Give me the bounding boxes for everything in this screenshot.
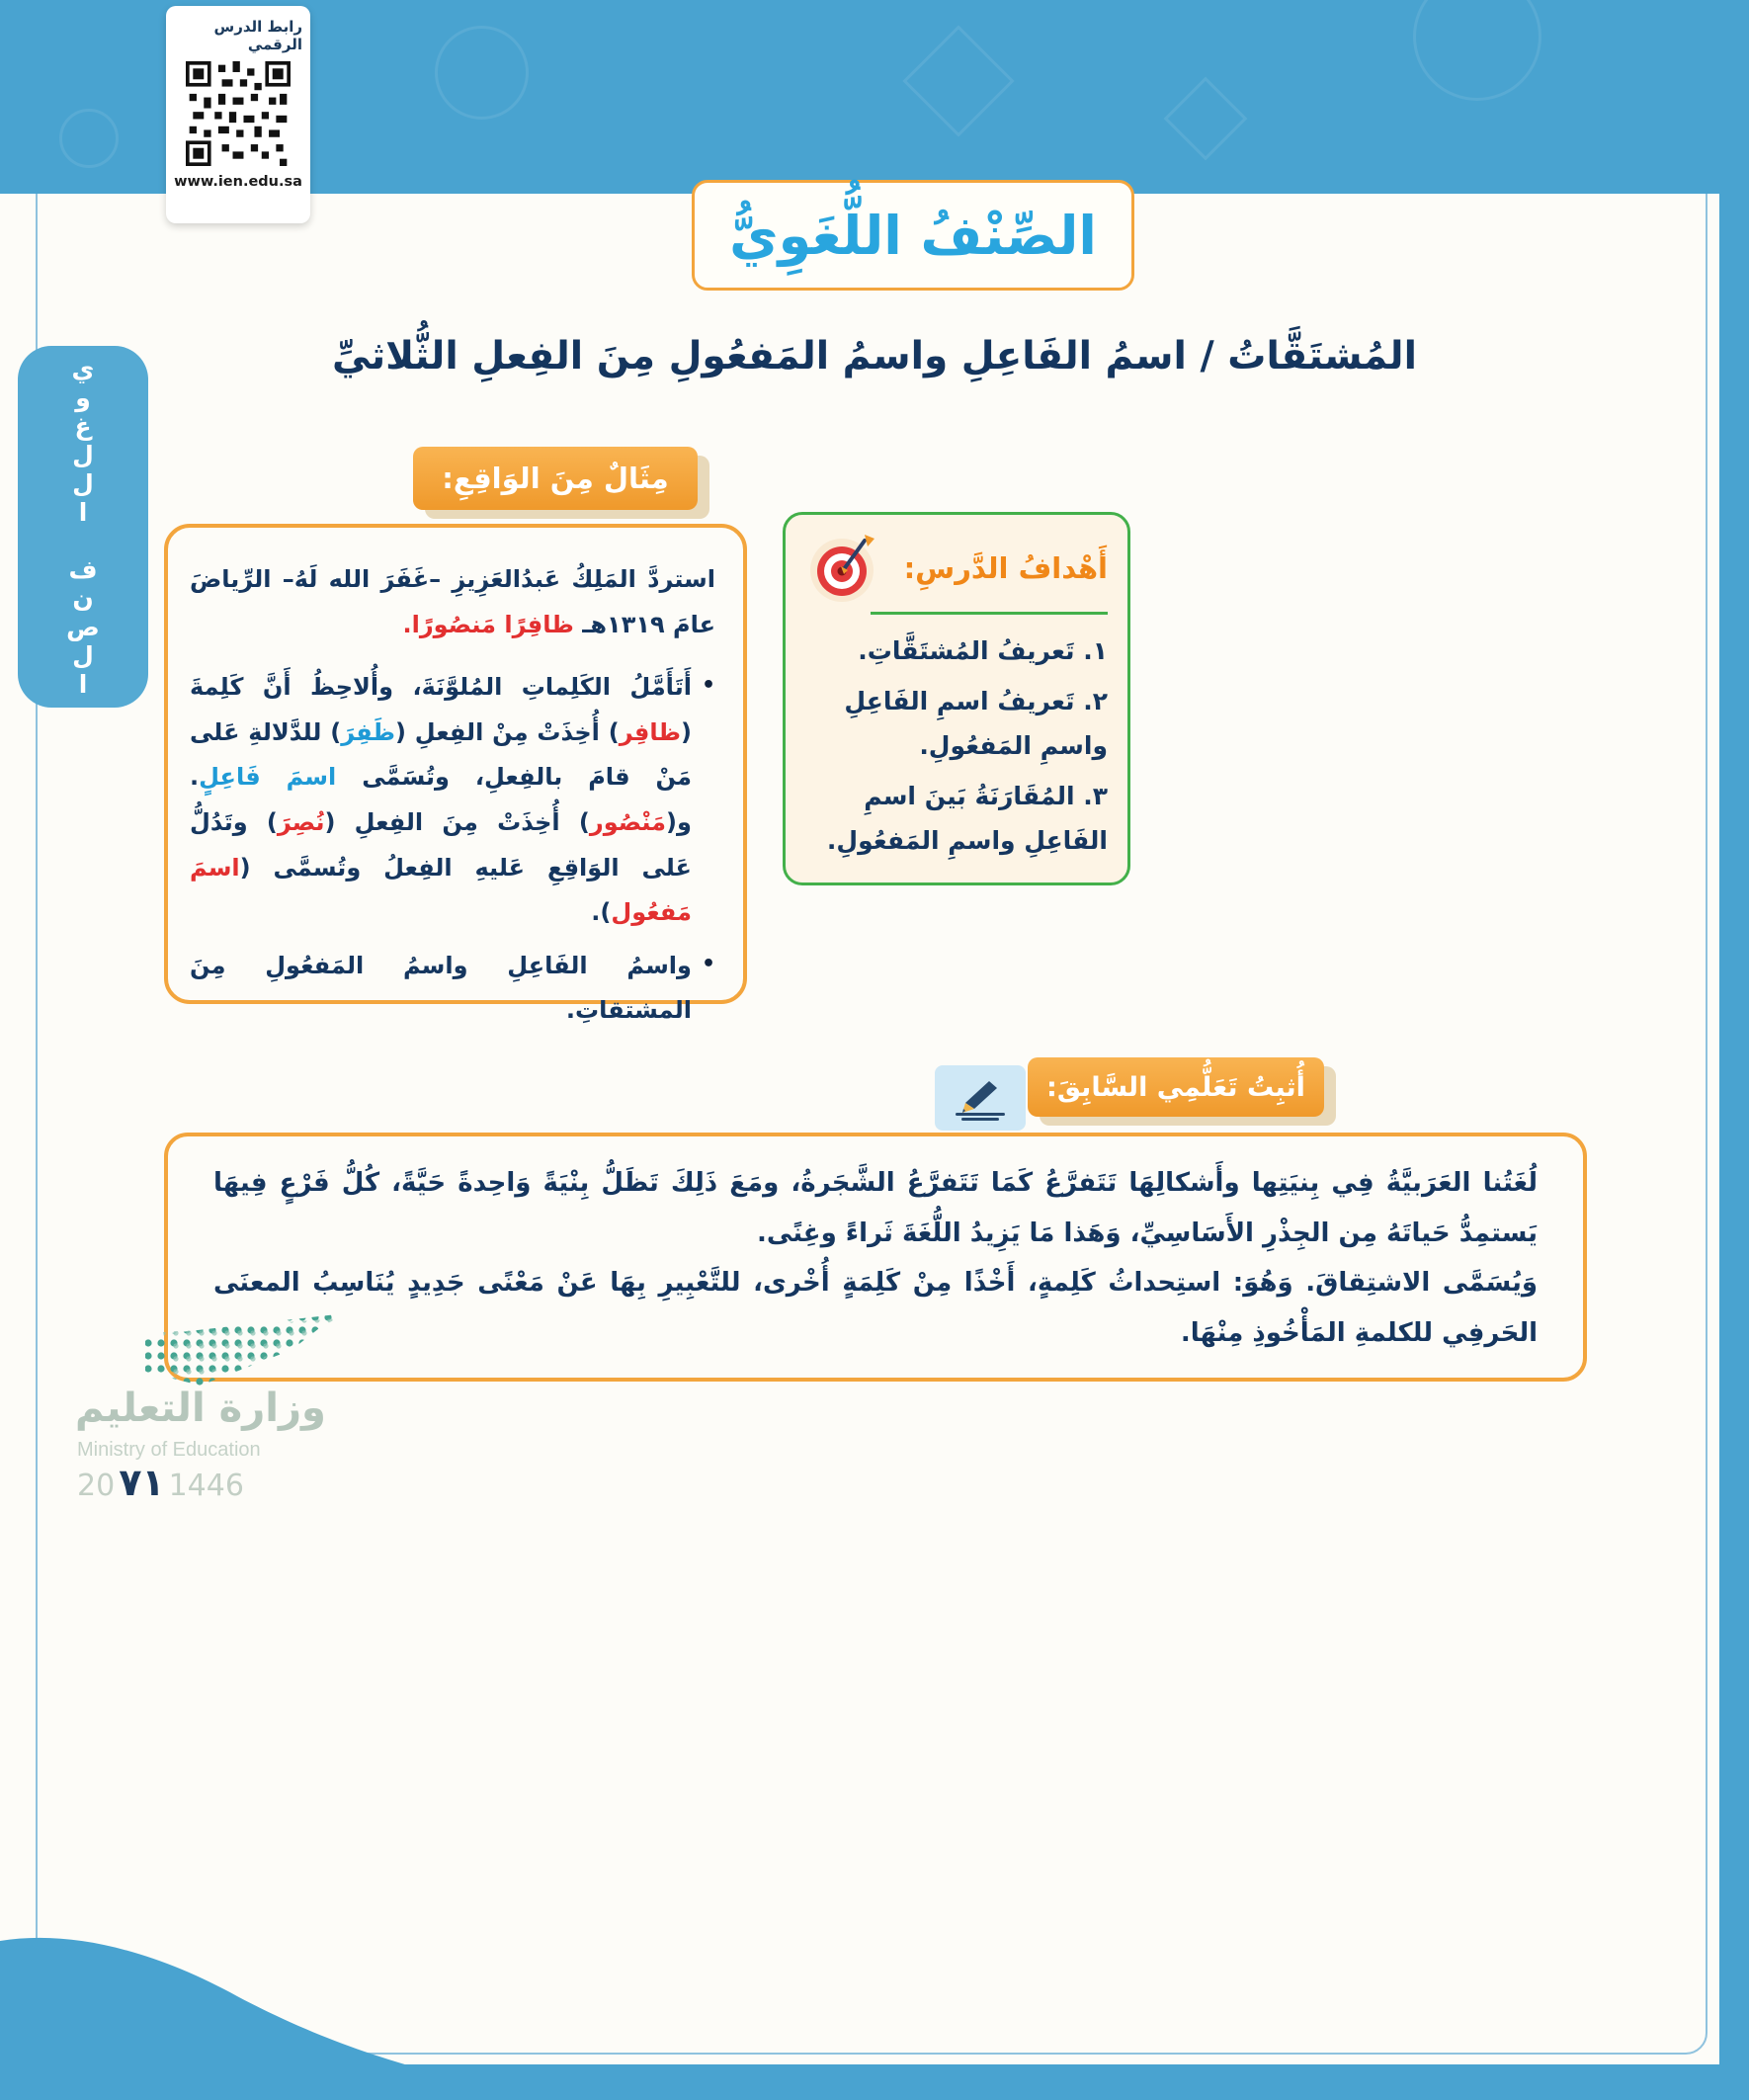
page-frame-border: [36, 14, 1707, 2055]
ministry-name-english: Ministry of Education: [77, 1439, 261, 1461]
goals-header: [805, 531, 1108, 606]
ministry-logo-dots: [143, 1312, 341, 1389]
qr-card-url: www.ien.edu.sa: [174, 174, 302, 190]
side-tab-label: الصنف اللغوي: [68, 355, 98, 699]
year-hijri: 1446: [168, 1469, 244, 1503]
bullet-icon: •: [701, 673, 715, 699]
year-gregorian: 20: [77, 1469, 116, 1503]
qr-card: [166, 6, 310, 223]
goal-item-2: ٢. تَعريفُ اسمِ الفَاعِلِ واسمِ المَفعُولِ.: [844, 687, 1108, 760]
decorative-circle: [59, 109, 119, 168]
right-edge-band: [1719, 0, 1749, 2100]
bullet-icon: •: [701, 951, 715, 976]
goals-title: أَهْدافُ الدَّرسِ:: [903, 551, 1108, 585]
example-box: [164, 524, 747, 1025]
example-bullet-1-text: أَتَأَمَّلُ الكَلِماتِ المُلوَّنَةَ، وأُلاحِظُ أَنَّ كَلِمةَ (ظافِر) أُخِذَتْ مِنْ الفِعلِ (ظَفِرَ) للدَّلالةِ عَلى مَنْ قامَ بالفِعلِ، وتُسَمَّى اسمَ فَاعِلٍ. و(مَنْصُور) أُخِذَتْ مِنَ الفِعلِ (نُصِرَ) وتَدُلُّ عَلى الوَاقِعِ عَليهِ الفِعلُ وتُسمَّى (اسمَ مَفعُول).: [190, 673, 692, 927]
decorative-diamond: [902, 25, 1014, 136]
lesson-goals-box: [783, 512, 1130, 885]
pencil-icon: [950, 1075, 1011, 1121]
qr-code-icon: [186, 61, 291, 166]
prior-learning-box: [164, 1133, 1587, 1382]
decorative-circle: [435, 26, 529, 120]
qr-card-title: رابط الدرس الرقمي: [213, 18, 302, 53]
page-title: الصِّنْفُ اللُّغَوِيُّ: [729, 204, 1097, 267]
goal-item-1: ١. تَعريفُ المُشتَقَّاتِ.: [858, 636, 1108, 665]
decorative-circle: [1413, 0, 1541, 101]
ministry-name-arabic: وزارة التعليم: [75, 1386, 326, 1431]
lesson-title-box: [692, 180, 1134, 291]
example-bullet-2-text: واسمُ الفَاعِلِ واسمُ المَفعُولِ مِنَ المشتقاتِ.: [190, 951, 692, 1025]
decorative-diamond: [1164, 77, 1248, 161]
bottom-swoosh-shape: [0, 1907, 425, 2070]
goal-item-3: ٣. المُقَارَنَةُ بَينَ اسمِ الفَاعِلِ واسمِ المَفعُولِ.: [826, 782, 1108, 855]
page-number-line: [77, 1461, 244, 1504]
prior-paragraph-2: وَيُسَمَّى الاشتِقاقَ. وَهُوَ: استِحداثُ كَلِمةٍ، أَخْذًا مِنْ كَلِمَةٍ أُخْرى، للتَّعْبِيرِ بِهَا عَنْ مَعْنًى جَدِيدٍ يُنَاسِبُ المعنَى الحَرفِي للكلمةِ المَأْخُوذِ مِنْهَا.: [213, 1268, 1538, 1349]
page-number: ٧١: [119, 1461, 165, 1504]
pencil-icon-box: [935, 1065, 1026, 1131]
prior-paragraph-1: لُغَتُنا العَرَبيَّةُ فِي بِنيَتِها وأَشكالِهَا تَتَفرَّعُ كَمَا تَتَفرَّعُ الشَّجَرةُ، ومَعَ ذَلِكَ تَظَلُّ بِنْيَةً وَاحِدةً حَيَّةً، كُلُّ فَرْعٍ فِيهَا يَستمِدُّ حَياتَهُ مِن الجِذْرِ الأَسَاسِيِّ، وَهَذا مَا يَزِيدُ اللُّغَةَ ثَراءً وغِنًى.: [213, 1168, 1538, 1248]
example-intro: [190, 557, 715, 647]
side-tab-linguistic-category: [18, 346, 148, 708]
example-badge: مِثَالٌ مِنَ الوَاقِعِ:: [413, 447, 698, 510]
example-bullet-2: [190, 944, 715, 1034]
example-bullet-1: [190, 665, 715, 936]
target-icon: [805, 531, 880, 606]
prior-learning-badge: أُثبِتُ تَعَلُّمِي السَّابِقَ:: [1028, 1057, 1324, 1117]
example-intro-text: استردَّ المَلِكُ عَبدُالعَزِيزِ –غَفَرَ الله لَهُ– الرِّياضَ عامَ ١٣١٩هـ: [190, 565, 715, 638]
lesson-subtitle: المُشتَقَّاتُ / اسمُ الفَاعِلِ واسمُ المَفعُولِ مِنَ الفِعلِ الثُّلاثيِّ: [332, 334, 1417, 378]
example-intro-highlight: ظافِرًا مَنصُورًا.: [402, 610, 574, 638]
goals-list: [805, 629, 1108, 863]
goals-divider: [871, 612, 1108, 615]
